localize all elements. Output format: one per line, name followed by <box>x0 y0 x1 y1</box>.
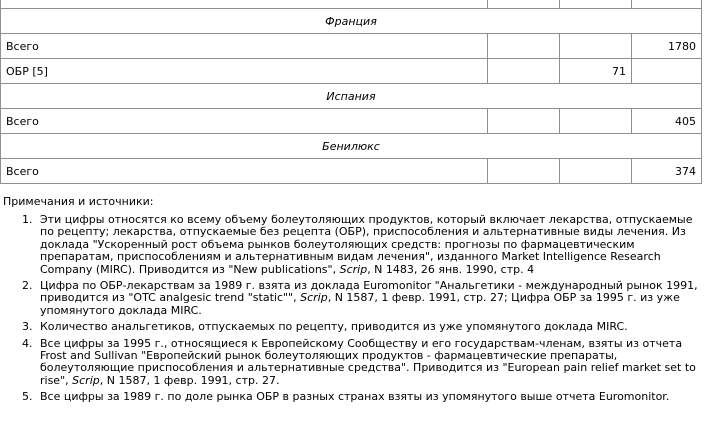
note-source-italic: Scrip <box>72 373 100 387</box>
table-cell <box>560 159 632 184</box>
section-heading: Франция <box>1 9 702 34</box>
section-row <box>1 9 702 34</box>
note-number: 4. <box>22 336 33 350</box>
table-cell: 374 <box>632 159 702 184</box>
table-row <box>1 159 702 184</box>
statistics-table <box>0 0 702 184</box>
note-source-italic: Scrip <box>339 262 368 276</box>
note-text: Эти цифры относятся ко всему объему болеутоляющих продуктов, который включает лекарства, отпускаемые по рецепту; лекарства, отпускаемые без рецепта (ОБР), приспособления и альтернативные виды лечения. Из доклада "Ускоренный рост объема рынков болеутоляющих средств: прогнозы по фармацевтическим препаратам, приспособлениям и альтернативным видам лечения", изданного Market Intelligence Research Company (MIRC). Приводится из "New publications", <box>40 213 693 276</box>
table-cell <box>488 34 560 59</box>
list-item <box>22 213 700 276</box>
table-cell <box>632 59 702 84</box>
note-text: Все цифры за 1995 г., относящиеся к Европейскому Сообществу и его государствам-членам, взяты из отчета Frost and Sullivan "Европейский рынок болеутоляющих продуктов - фармацевтические препараты, болеутоляющие приспособления и альтернативные средства". Приводится из "European pain relief market set to rise", <box>40 336 696 387</box>
note-number: 5. <box>22 390 33 404</box>
table-cell: 71 <box>560 59 632 84</box>
note-text-tail: , N 1587, 1 февр. 1991, стр. 27. <box>99 373 280 387</box>
note-text: Цифра по ОБР-лекарствам за 1989 г. взята из доклада Euromonitor "Анальгетики - международный рынок 1991, приводится из "OTC analgesic trend "static"", <box>40 279 698 305</box>
row-label: Всего <box>1 109 488 134</box>
section-heading: Испания <box>1 84 702 109</box>
table-cell <box>488 109 560 134</box>
table-row <box>1 109 702 134</box>
note-source-italic: Scrip <box>300 291 328 305</box>
table-cell <box>560 34 632 59</box>
table-cell <box>488 0 560 9</box>
notes-list <box>0 214 700 408</box>
table-row <box>1 59 702 84</box>
note-text: Количество анальгетиков, отпускаемых по рецепту, приводится из уже упомянутого доклада MIRC. <box>40 320 628 334</box>
table-cell <box>1 0 488 9</box>
table-row <box>1 34 702 59</box>
section-row <box>1 84 702 109</box>
table-cell <box>560 0 632 9</box>
notes-title: Примечания и источники: <box>3 195 154 208</box>
table-cell <box>560 109 632 134</box>
list-item <box>22 279 700 317</box>
row-label: ОБР [5] <box>1 59 488 84</box>
list-item <box>22 336 700 388</box>
list-item <box>22 320 700 334</box>
table-row <box>1 0 702 9</box>
row-label: Всего <box>1 159 488 184</box>
row-label: Всего <box>1 34 488 59</box>
table-cell <box>488 159 560 184</box>
note-number: 1. <box>22 213 33 226</box>
table-cell: 1780 <box>632 34 702 59</box>
table-cell: 405 <box>632 109 702 134</box>
list-item <box>22 390 700 404</box>
table-cell <box>488 59 560 84</box>
section-heading: Бенилюкс <box>1 134 702 159</box>
note-number: 2. <box>22 279 33 293</box>
note-text: Все цифры за 1989 г. по доле рынка ОБР в разных странах взяты из упомянутого выше отчета Euromonitor. <box>40 390 670 404</box>
note-text-tail: , N 1587, 1 февр. 1991, стр. 27; Цифра ОБР за 1995 г. из уже упомянутого доклада MIRC. <box>40 291 680 317</box>
note-number: 3. <box>22 320 33 334</box>
table-cell <box>632 0 702 9</box>
section-row <box>1 134 702 159</box>
note-text-tail: , N 1483, 26 янв. 1990, стр. 4 <box>367 262 535 276</box>
